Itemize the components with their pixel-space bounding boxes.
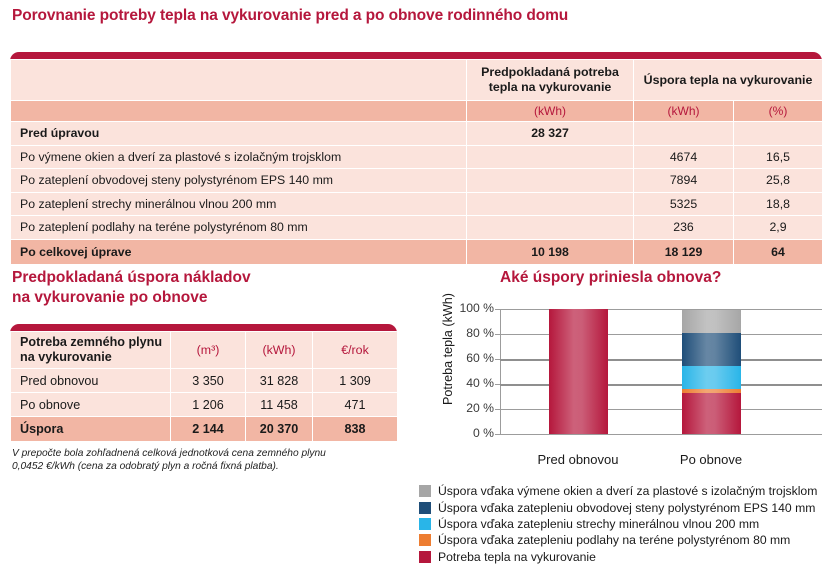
- legend-item: [419, 483, 817, 499]
- row-saving-pct: [734, 122, 823, 146]
- row-kwh: 31 828: [246, 369, 313, 393]
- cost-table-header-row: [11, 332, 398, 369]
- table-row: [11, 216, 823, 240]
- heat-demand-table-container: [10, 52, 822, 265]
- chart-title: Aké úspory priniesla obnova?: [500, 269, 722, 286]
- row-m3: 2 144: [171, 417, 246, 442]
- row-saving-pct: 64: [734, 239, 823, 264]
- row-demand: [467, 169, 634, 193]
- cost-footnote: [12, 448, 407, 473]
- table-header: [11, 60, 823, 122]
- unit-saving-kwh: (kWh): [634, 101, 734, 122]
- row-saving-pct: 16,5: [734, 145, 823, 169]
- row-saving-kwh: 7894: [634, 169, 734, 193]
- chart-y-tick-mark: [495, 384, 500, 385]
- chart-x-tick-label: Po obnove: [679, 452, 743, 467]
- chart-y-tick-mark: [495, 434, 500, 435]
- row-saving-kwh: [634, 122, 734, 146]
- row-saving-kwh: 18 129: [634, 239, 734, 264]
- chart-bar-segment: [682, 389, 741, 393]
- cost-section-title-line1: Predpokladaná úspora nákladov: [12, 269, 251, 286]
- header-expected-demand: Predpokladaná potreba tepla na vykurovanie: [467, 60, 634, 101]
- gas-cost-table-container: [10, 324, 397, 442]
- chart-y-tick-label: 60 %: [466, 351, 494, 365]
- row-eur: 1 309: [313, 369, 398, 393]
- chart-y-tick-mark: [495, 409, 500, 410]
- cost-section-title: [12, 268, 251, 308]
- legend-color-swatch: [419, 502, 431, 514]
- row-demand: [467, 192, 634, 216]
- table-row: [11, 369, 398, 393]
- row-kwh: 20 370: [246, 417, 313, 442]
- chart-y-tick-label: 100 %: [459, 301, 494, 315]
- row-saving-pct: 18,8: [734, 192, 823, 216]
- row-label: Po zateplení strechy minerálnou vlnou 200 mm: [11, 192, 467, 216]
- chart-x-tick-label: Pred obnovou: [537, 452, 619, 467]
- table-row: [11, 145, 823, 169]
- legend-item: [419, 532, 817, 548]
- table-row: [11, 122, 823, 146]
- chart-y-axis-label: Potreba tepla (kWh): [441, 293, 455, 405]
- row-eur: 471: [313, 393, 398, 417]
- cost-footnote-line2: 0,0452 €/kWh (cena za odobratý plyn a ročná fixná platba).: [12, 460, 279, 472]
- legend-item-label: Potreba tepla na vykurovanie: [438, 549, 596, 564]
- row-m3: 3 350: [171, 369, 246, 393]
- legend-item-label: Úspora vďaka zatepleniu podlahy na teréne polystyrénom 80 mm: [438, 533, 791, 548]
- legend-item-label: Úspora vďaka zatepleniu strechy minerálnou vlnou 200 mm: [438, 516, 760, 531]
- chart-bar: [682, 309, 741, 434]
- row-demand: [467, 216, 634, 240]
- row-label: Po celkovej úprave: [11, 239, 467, 264]
- chart-legend: [419, 483, 817, 565]
- table-body: [11, 122, 823, 265]
- chart-gridline: [472, 426, 822, 440]
- row-demand: [467, 145, 634, 169]
- table-row: [11, 169, 823, 193]
- chart-bar: [549, 309, 608, 434]
- row-saving-kwh: 4674: [634, 145, 734, 169]
- row-label: Po obnove: [11, 393, 171, 417]
- row-eur: 838: [313, 417, 398, 442]
- row-label: Po výmene okien a dverí za plastové s izolačným trojsklom: [11, 145, 467, 169]
- chart-y-tick-label: 40 %: [466, 376, 494, 390]
- legend-color-swatch: [419, 534, 431, 546]
- row-label: Pred obnovou: [11, 369, 171, 393]
- chart-bar-segment: [682, 333, 741, 365]
- table-row-total: [11, 239, 823, 264]
- cost-header-unit-kwh: (kWh): [246, 332, 313, 369]
- row-label: Pred úpravou: [11, 122, 467, 146]
- row-demand: 28 327: [467, 122, 634, 146]
- legend-item-label: Úspora vďaka výmene okien a dverí za plastové s izolačným trojsklom: [438, 484, 818, 499]
- cost-header-label: Potreba zemného plynu na vykurovanie: [11, 332, 171, 369]
- savings-chart: [420, 295, 835, 475]
- table-header-row-titles: [11, 60, 823, 101]
- chart-y-tick-label: 80 %: [466, 326, 494, 340]
- row-m3: 1 206: [171, 393, 246, 417]
- chart-plot-area: [459, 301, 822, 467]
- chart-y-tick-mark: [495, 309, 500, 310]
- row-demand: 10 198: [467, 239, 634, 264]
- chart-bar-segment: [682, 366, 741, 390]
- cost-table-header: [11, 332, 398, 369]
- unit-saving-pct: (%): [734, 101, 823, 122]
- legend-item: [419, 516, 817, 532]
- row-saving-pct: 2,9: [734, 216, 823, 240]
- row-label: Po zateplení obvodovej steny polystyrénom EPS 140 mm: [11, 169, 467, 193]
- table-row-total: [11, 417, 398, 442]
- legend-color-swatch: [419, 485, 431, 497]
- chart-y-tick-label: 20 %: [466, 401, 494, 415]
- legend-item-label: Úspora vďaka zatepleniu obvodovej steny polystyrénom EPS 140 mm: [438, 500, 816, 515]
- cost-header-unit-eur: €/rok: [313, 332, 398, 369]
- heat-demand-table: [10, 59, 822, 265]
- cost-section-title-line2: na vykurovanie po obnove: [12, 289, 208, 306]
- chart-y-tick-label: 0 %: [472, 426, 494, 440]
- row-saving-kwh: 5325: [634, 192, 734, 216]
- chart-y-axis: [500, 309, 501, 434]
- row-saving-kwh: 236: [634, 216, 734, 240]
- chart-y-tick-mark: [495, 359, 500, 360]
- row-kwh: 11 458: [246, 393, 313, 417]
- table-header-row-units: [11, 101, 823, 122]
- table-row: [11, 393, 398, 417]
- row-saving-pct: 25,8: [734, 169, 823, 193]
- cost-footnote-line1: V prepočte bola zohľadnená celková jednotková cena zemného plynu: [12, 448, 326, 459]
- unit-demand-kwh: (kWh): [467, 101, 634, 122]
- chart-y-tick-mark: [495, 334, 500, 335]
- gas-cost-table: [10, 331, 397, 442]
- chart-bar-segment: [682, 310, 741, 333]
- legend-color-swatch: [419, 518, 431, 530]
- chart-bar-segment: [682, 393, 741, 434]
- table-row: [11, 192, 823, 216]
- header-heat-saving: Úspora tepla na vykurovanie: [634, 60, 823, 101]
- cost-header-unit-m3: (m³): [171, 332, 246, 369]
- legend-item: [419, 549, 817, 565]
- legend-item: [419, 499, 817, 515]
- header-blank: [11, 60, 467, 101]
- row-label: Úspora: [11, 417, 171, 442]
- unit-blank: [11, 101, 467, 122]
- cost-table-body: [11, 369, 398, 442]
- row-label: Po zateplení podlahy na teréne polystyrénom 80 mm: [11, 216, 467, 240]
- chart-bar-segment: [549, 309, 608, 434]
- page-title: Porovnanie potreby tepla na vykurovanie pred a po obnove rodinného domu: [12, 7, 569, 24]
- legend-color-swatch: [419, 551, 431, 563]
